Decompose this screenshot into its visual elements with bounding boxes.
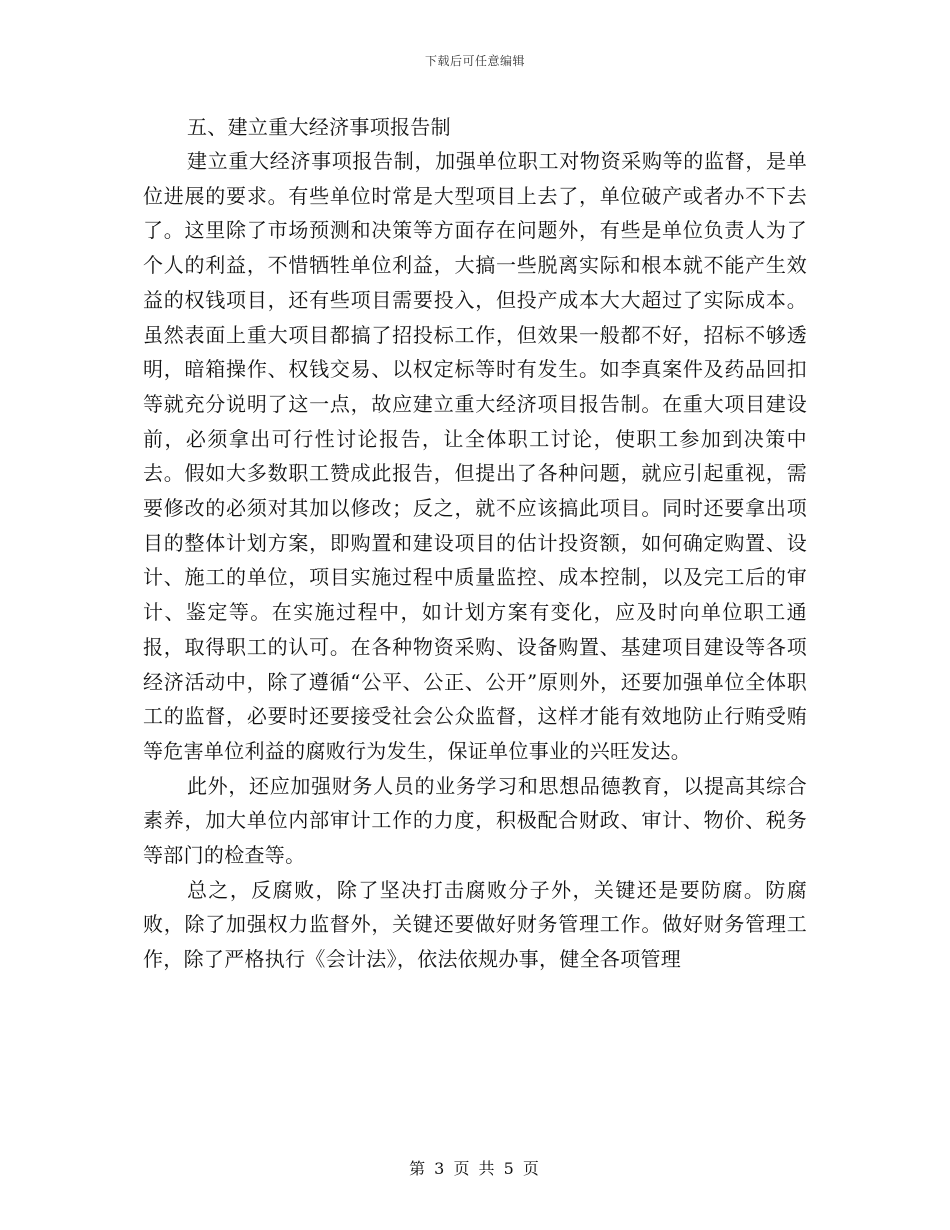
paragraph-conclusion: 总之，反腐败，除了坚决打击腐败分子外，关键还是要防腐。防腐败，除了加强权力监督外，关键还要做好财务管理工作。做好财务管理工作，除了严格执行《会计法》，依法依规办事，健全各项管理 xyxy=(143,877,807,972)
header-note: 下载后可任意编辑 xyxy=(424,54,525,68)
paragraph-report-system: 建立重大经济事项报告制，加强单位职工对物资采购等的监督，是单位进展的要求。有些单位时常是大型项目上去了，单位破产或者办不下去了。这里除了市场预测和决策等方面存在问题外，有些是单位负责人为了个人的利益，不惜牺牲单位利益，大搞一些脱离实际和根本就不能产生效益的权钱项目，还有些项目需要投入，但投产成本大大超过了实际成本。虽然表面上重大项目都搞了招投标工作，但效果一般都不好，招标不够透明，暗箱操作、权钱交易、以权定标等时有发生。如李真案件及药品回扣等就充分说明了这一点，故应建立重大经济项目报告制。在重大项目建设前，必须拿出可行性讨论报告，让全体职工讨论，使职工参加到决策中去。假如大多数职工赞成此报告，但提出了各种问题，就应引起重视，需要修改的必须对其加以修改；反之，就不应该搞此项目。同时还要拿出项目的整体计划方案，即购置和建设项目的估计投资额，如何确定购置、设计、施工的单位，项目实施过程中质量监控、成本控制，以及完工后的审计、鉴定等。在实施过程中，如计划方案有变化，应及时向单位职工通报，取得职工的认可。在各种物资采购、设备购置、基建项目建设等各项经济活动中，除了遵循“公平、公正、公开”原则外，还要加强单位全体职工的监督，必要时还要接受社会公众监督，这样才能有效地防止行贿受贿等危害单位利益的腐败行为发生，保证单位事业的兴旺发达。 xyxy=(143,149,807,763)
document-body xyxy=(143,110,807,977)
paragraph-staff-education: 此外，还应加强财务人员的业务学习和思想品德教育，以提高其综合素养，加大单位内部审计工作的力度，积极配合财政、审计、物价、税务等部门的检查等。 xyxy=(143,773,807,868)
page-number: 第 3 页 共 5 页 xyxy=(409,1159,541,1178)
section-heading: 五、建立重大经济事项报告制 xyxy=(187,115,451,139)
